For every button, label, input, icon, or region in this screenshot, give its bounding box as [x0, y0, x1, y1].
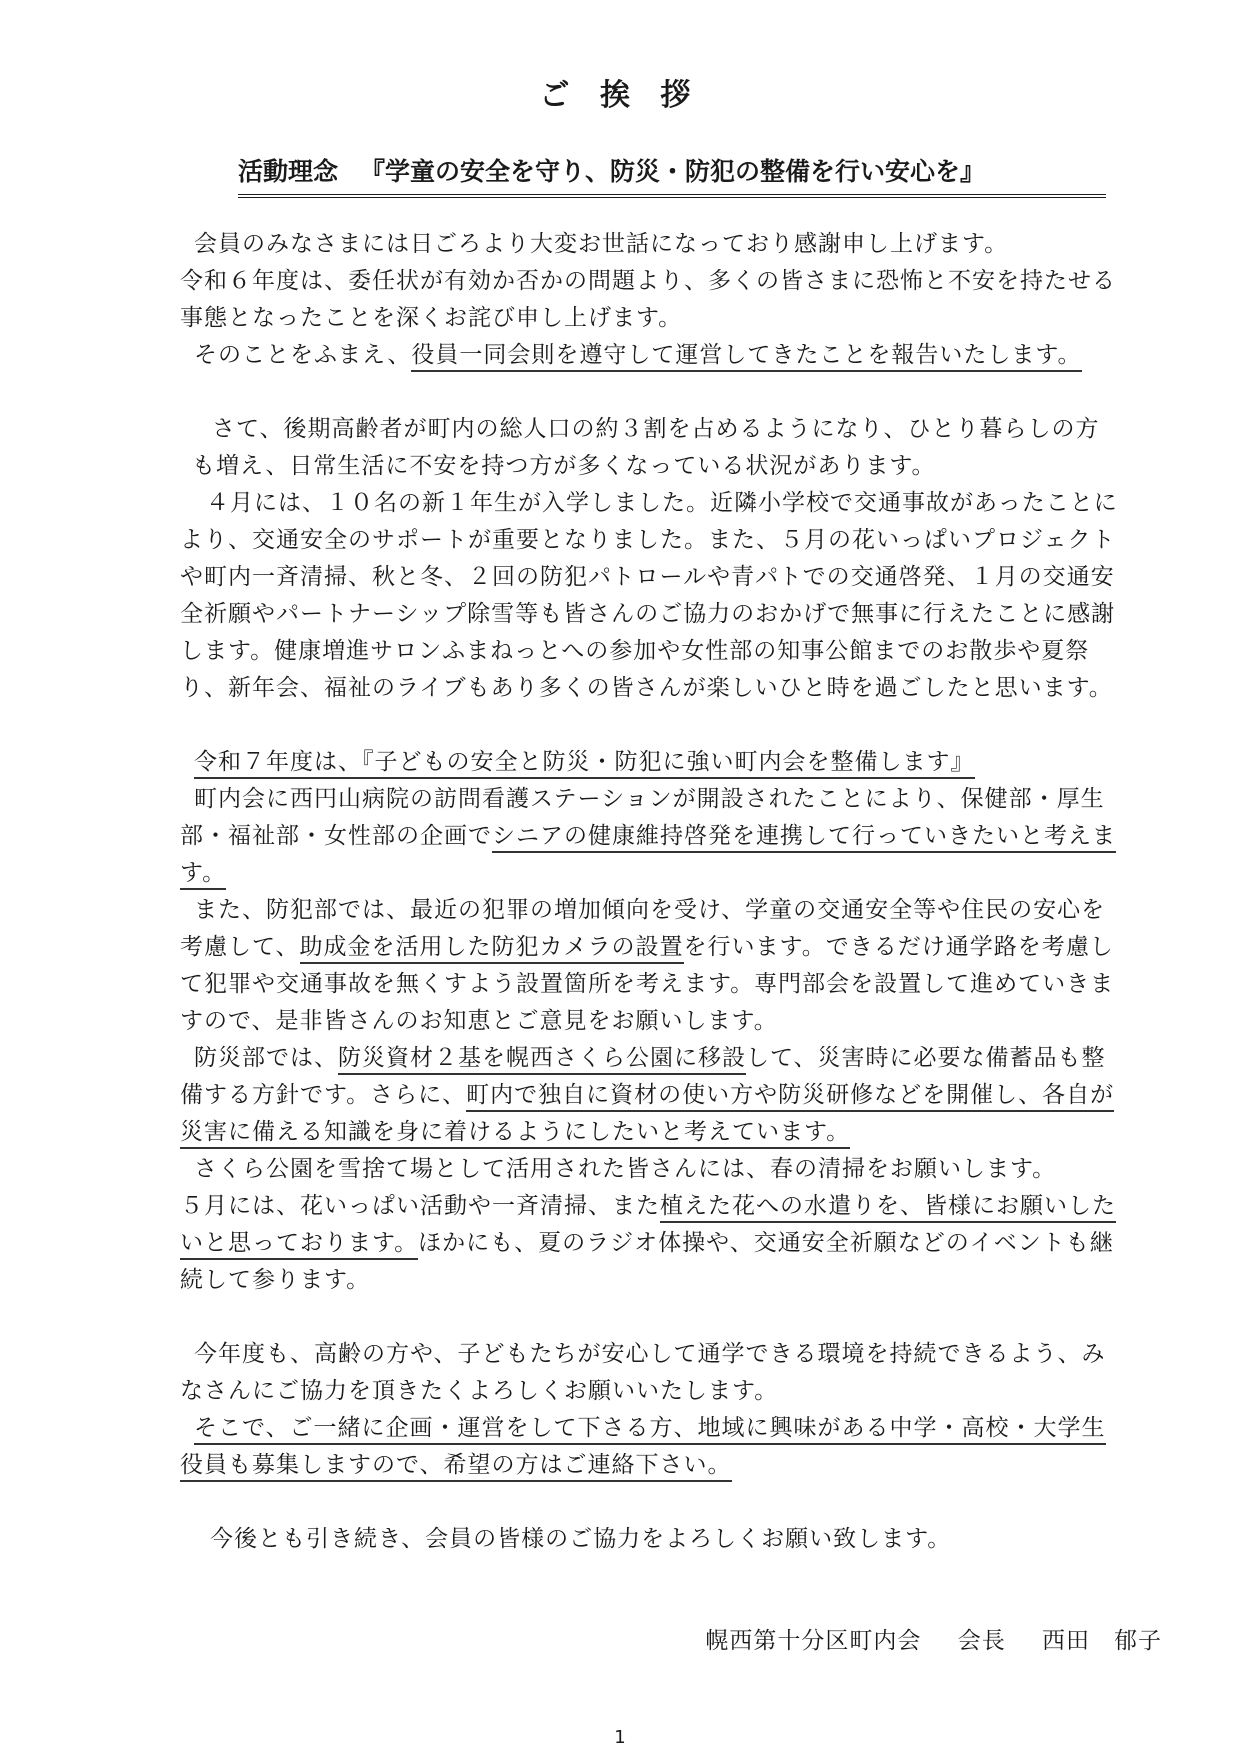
paragraph-line: や町内一斉清掃、秋と冬、２回の防犯パトロールや青パトでの交通啓発、１月の交通安 [180, 564, 1115, 590]
text-segment: して、災害時に必要な備蓄品も整 [746, 1045, 1106, 1071]
motto-label: 活動理念 [238, 157, 339, 186]
text-segment: ほかにも、夏のラジオ体操や、交通安全祈願などのイベントも継 [418, 1230, 1114, 1256]
paragraph-line [180, 337, 1160, 374]
signature-role: 会長 [957, 1628, 1006, 1654]
paragraph-line [180, 744, 1160, 781]
paragraph-line [180, 855, 1160, 892]
underlined-phrase: 災害に備える知識を身に着けるようにしたいと考えています。 [180, 1119, 850, 1149]
underlined-phrase: 役員も募集しますので、希望の方はご連絡下さい。 [180, 1452, 732, 1482]
text-segment: ５月には、花いっぱい活動や一斉清掃、また [180, 1193, 660, 1219]
paragraph-line: 続して参ります。 [180, 1267, 371, 1293]
paragraph-line: より、交通安全のサポートが重要となりました。また、５月の花いっぱいプロジェクト [180, 527, 1116, 553]
paragraph-line [180, 818, 1160, 855]
paragraph-line: さて、後期高齢者が町内の総人口の約３割を占めるようになり、ひとり暮らしの方 [212, 416, 1100, 442]
paragraph-line [180, 1410, 1160, 1447]
paragraph-line: も増え、日常生活に不安を持つ方が多くなっている状況があります。 [192, 453, 936, 479]
underlined-phrase: 助成金を活用した防犯カメラの設置 [300, 934, 684, 964]
text-segment: 考慮して、 [180, 934, 300, 960]
page-title: ご 挨 拶 [539, 78, 701, 113]
paragraph-line: 事態となったことを深くお詫び申し上げます。 [180, 305, 683, 331]
paragraph-line: て犯罪や交通事故を無くすよう設置箇所を考えます。専門部会を設置して進めていきま [180, 971, 1115, 997]
page-number: 1 [614, 1727, 626, 1748]
text-segment: を行います。できるだけ通学路を考慮し [683, 934, 1114, 960]
paragraph-line [180, 1114, 1160, 1151]
signature-block [705, 1622, 1162, 1655]
text-segment: 部・福祉部・女性部の企画で [180, 823, 492, 849]
text-segment: そのことをふまえ、 [194, 342, 412, 368]
paragraph-line: ４月には、１０名の新１年生が入学しました。近隣小学校で交通事故があったことに [206, 490, 1118, 516]
activity-motto [238, 152, 1106, 198]
paragraph-line [180, 1040, 1160, 1077]
text-segment: 備する方針です。さらに、 [180, 1082, 467, 1108]
motto-text: 『学童の安全を守り、防災・防犯の整備を行い安心を』 [360, 157, 986, 186]
paragraph-line: 今後とも引き続き、会員の皆様のご協力をよろしくお願い致します。 [210, 1526, 952, 1552]
underlined-phrase: 令和７年度は、『子どもの安全と防災・防犯に強い町内会を整備します』 [194, 749, 975, 779]
underlined-phrase: す。 [180, 860, 226, 890]
paragraph-line: します。健康増進サロンふまねっとへの参加や女性部の知事公館までのお散歩や夏祭 [180, 638, 1090, 664]
paragraph-line: り、新年会、福祉のライブもあり多くの皆さんが楽しいひと時を過ごしたと思います。 [180, 675, 1113, 701]
paragraph-line [180, 1447, 1160, 1484]
letter-body [180, 226, 1160, 1558]
paragraph-line: 今年度も、高齢の方や、子どもたちが安心して通学できる環境を持続できるよう、み [194, 1341, 1106, 1367]
paragraph-line: なさんにご協力を頂きたくよろしくお願いいたします。 [180, 1378, 779, 1404]
signature-organization: 幌西第十分区町内会 [705, 1628, 922, 1654]
paragraph-line: また、防犯部では、最近の犯罪の増加傾向を受け、学童の交通安全等や住民の安心を [194, 897, 1106, 923]
paragraph-line [180, 1188, 1160, 1225]
paragraph-line: 令和６年度は、委任状が有効か否かの問題より、多くの皆さまに恐怖と不安を持たせる [180, 268, 1116, 294]
underlined-phrase: 防災資材２基を幌西さくら公園に移設 [338, 1045, 746, 1075]
text-segment: 防災部では、 [194, 1045, 338, 1071]
paragraph-line [180, 929, 1160, 966]
paragraph-line: すので、是非皆さんのお知恵とご意見をお願いします。 [180, 1008, 778, 1034]
underlined-phrase: 役員一同会則を遵守して運営してきたことを報告いたします。 [411, 342, 1081, 372]
underlined-phrase: 町内で独自に資材の使い方や防災研修などを開催し、各自が [466, 1082, 1114, 1112]
paragraph-line [180, 1077, 1160, 1114]
underlined-phrase: シニアの健康維持啓発を連携して行っていきたいと考えま [492, 823, 1116, 853]
paragraph-line: 町内会に西円山病院の訪問看護ステーションが開設されたことにより、保健部・厚生 [194, 786, 1105, 812]
paragraph-line [180, 1225, 1160, 1262]
underlined-phrase: そこで、ご一緒に企画・運営をして下さる方、地域に興味がある中学・高校・大学生 [194, 1415, 1106, 1445]
signature-name: 西田 郁子 [1042, 1628, 1162, 1654]
paragraph-line: さくら公園を雪捨て場として活用された皆さんには、春の清掃をお願いします。 [194, 1156, 1057, 1182]
underlined-phrase: いと思っております。 [180, 1230, 418, 1260]
paragraph-line: 会員のみなさまには日ごろより大変お世話になっており感謝申し上げます。 [194, 231, 1009, 257]
paragraph-line: 全祈願やパートナーシップ除雪等も皆さんのご協力のおかげで無事に行えたことに感謝 [180, 601, 1116, 627]
underlined-phrase: 植えた花への水遣りを、皆様にお願いした [660, 1193, 1116, 1223]
